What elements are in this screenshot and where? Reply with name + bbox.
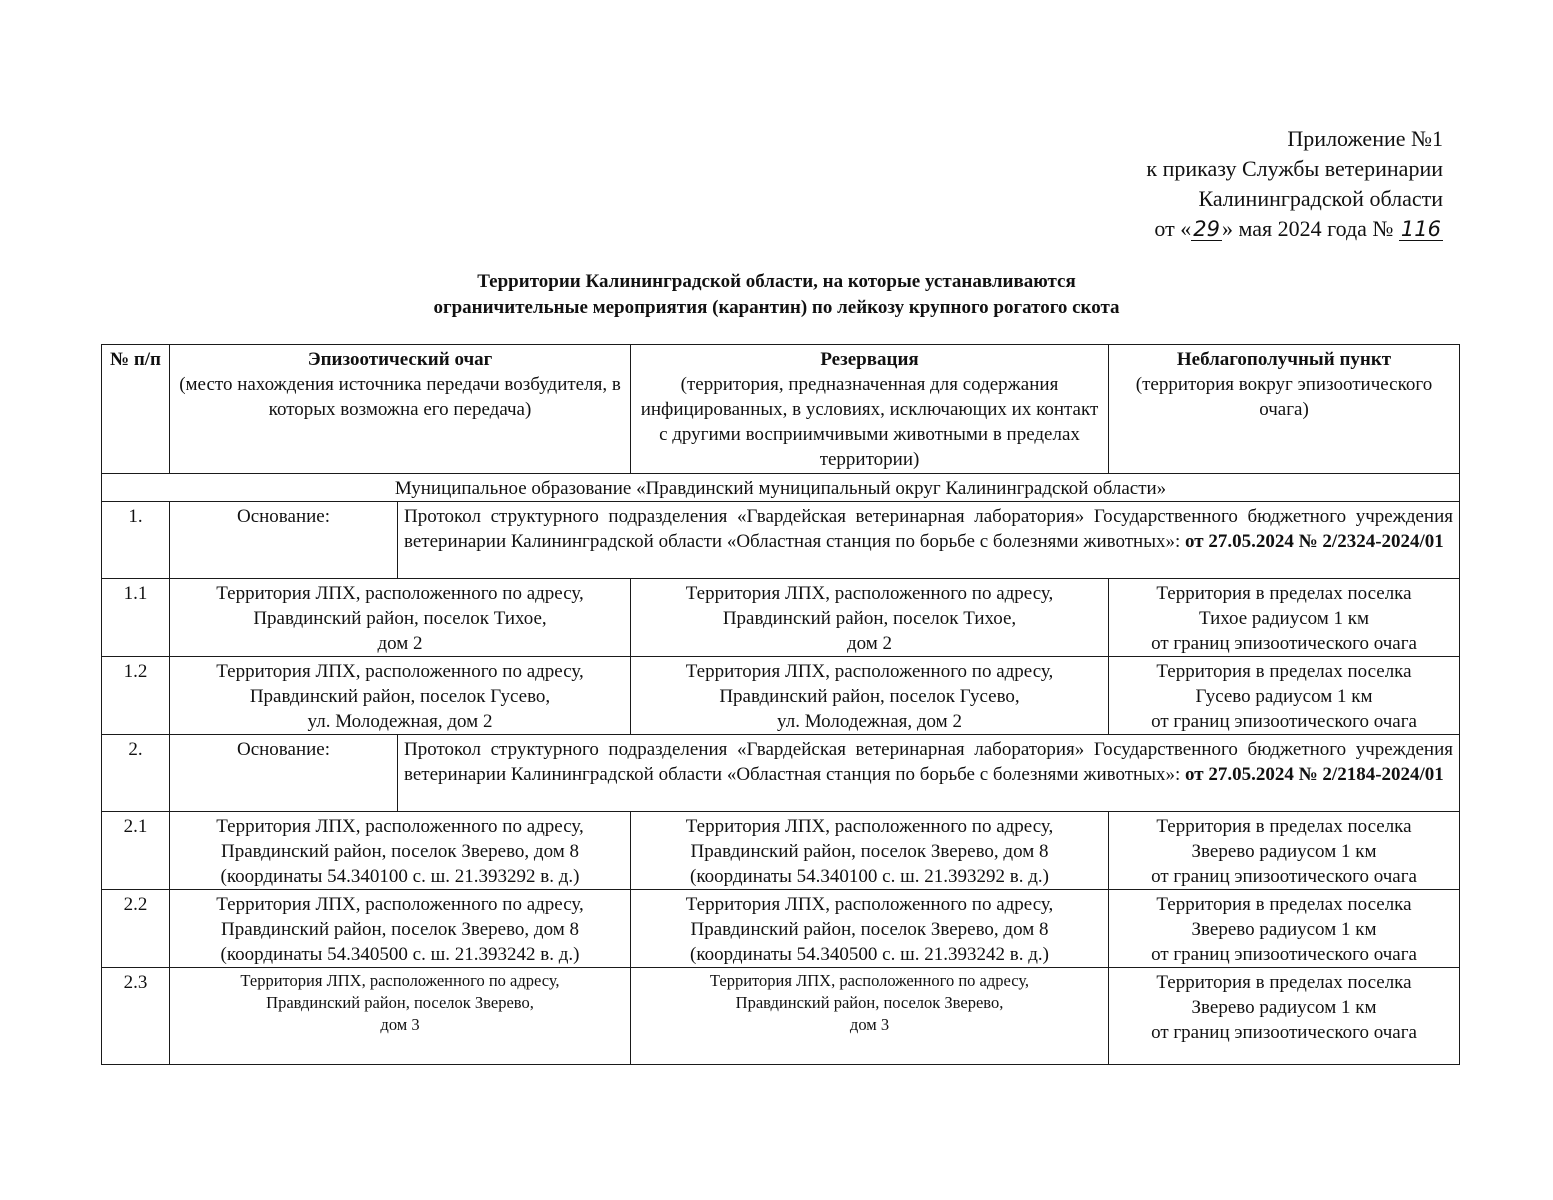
cell-focus: Территория ЛПХ, расположенного по адресу, Правдинский район, поселок Зверево, дом 8 (координаты 54.340500 с. ш. 21.393242 в. д.)	[170, 890, 631, 968]
cell-point: Территория в пределах поселка Зверево радиусом 1 км от границ эпизоотического очага	[1109, 812, 1460, 890]
table-header-row	[102, 345, 1460, 474]
table-row	[102, 812, 1460, 890]
cell-point: Территория в пределах поселка Тихое радиусом 1 км от границ эпизоотического очага	[1109, 579, 1460, 657]
document-title	[0, 269, 1553, 321]
cell-reservation: Территория ЛПХ, расположенного по адресу, Правдинский район, поселок Зверево, дом 3	[631, 968, 1109, 1065]
cell-focus: Территория ЛПХ, расположенного по адресу, Правдинский район, поселок Тихое, дом 2	[170, 579, 631, 657]
cell-reservation: Территория ЛПХ, расположенного по адресу, Правдинский район, поселок Тихое, дом 2	[631, 579, 1109, 657]
table-row	[102, 657, 1460, 735]
basis-text	[398, 735, 1460, 812]
row-num: 1.1	[102, 579, 170, 657]
appendix-line-1: Приложение №1	[1287, 126, 1443, 151]
basis-protocol-text: Протокол структурного подразделения «Гвардейская ветеринарная лаборатория» Государственного бюджетного учреждения ветеринарии Калининградской области «Областная станция по борьбе с болезнями животных»:	[404, 739, 1453, 785]
row-num: 2.1	[102, 812, 170, 890]
header-focus-title: Эпизоотический очаг	[307, 349, 493, 370]
header-reservation-title: Резервация	[820, 349, 919, 370]
group-num: 1.	[102, 502, 170, 579]
table-row	[102, 579, 1460, 657]
basis-label: Основание:	[170, 502, 398, 579]
section-row	[102, 474, 1460, 502]
table-row	[102, 968, 1460, 1065]
section-title: Муниципальное образование «Правдинский муниципальный округ Калининградской области»	[102, 474, 1460, 502]
basis-text	[398, 502, 1460, 579]
basis-protocol-ref: от 27.05.2024 № 2/2324-2024/01	[1185, 531, 1444, 552]
title-line-1: Территории Калининградской области, на которые устанавливаются	[477, 271, 1076, 292]
row-num: 2.3	[102, 968, 170, 1065]
cell-focus: Территория ЛПХ, расположенного по адресу, Правдинский район, поселок Зверево, дом 8 (координаты 54.340100 с. ш. 21.393292 в. д.)	[170, 812, 631, 890]
row-num: 1.2	[102, 657, 170, 735]
cell-reservation: Территория ЛПХ, расположенного по адресу, Правдинский район, поселок Зверево, дом 8 (координаты 54.340500 с. ш. 21.393242 в. д.)	[631, 890, 1109, 968]
appendix-line-3: Калининградской области	[1198, 186, 1443, 211]
header-point	[1109, 345, 1460, 474]
header-point-title: Неблагополучный пункт	[1176, 349, 1392, 370]
handwritten-order-number: 116	[1400, 217, 1441, 241]
table-row	[102, 890, 1460, 968]
cell-point: Территория в пределах поселка Зверево радиусом 1 км от границ эпизоотического очага	[1109, 890, 1460, 968]
header-reservation-desc: (территория, предназначенная для содержания инфицированных, в условиях, исключающих их контакт с другими восприимчивыми животными в пределах территории)	[640, 374, 1099, 470]
header-focus	[170, 345, 631, 474]
basis-protocol-text: Протокол структурного подразделения «Гвардейская ветеринарная лаборатория» Государственного бюджетного учреждения ветеринарии Калининградской области «Областная станция по борьбе с болезнями животных»:	[404, 506, 1453, 552]
appendix-line-2: к приказу Службы ветеринарии	[1146, 156, 1443, 181]
cell-reservation: Территория ЛПХ, расположенного по адресу, Правдинский район, поселок Зверево, дом 8 (координаты 54.340100 с. ш. 21.393292 в. д.)	[631, 812, 1109, 890]
header-point-desc: (территория вокруг эпизоотического очага)	[1135, 374, 1433, 420]
group-num: 2.	[102, 735, 170, 812]
header-reservation	[631, 345, 1109, 474]
cell-focus: Территория ЛПХ, расположенного по адресу, Правдинский район, поселок Гусево, ул. Молодежная, дом 2	[170, 657, 631, 735]
date-middle: » мая 2024 года №	[1221, 216, 1394, 241]
cell-point: Территория в пределах поселка Зверево радиусом 1 км от границ эпизоотического очага	[1109, 968, 1460, 1065]
appendix-header	[1146, 124, 1443, 244]
header-focus-desc: (место нахождения источника передачи возбудителя, в которых возможна его передача)	[179, 374, 621, 420]
row-num: 2.2	[102, 890, 170, 968]
basis-protocol-ref: от 27.05.2024 № 2/2184-2024/01	[1185, 764, 1444, 785]
header-num: № п/п	[102, 345, 170, 474]
title-line-2: ограничительные мероприятия (карантин) по лейкозу крупного рогатого скота	[433, 297, 1120, 318]
basis-label: Основание:	[170, 735, 398, 812]
cell-reservation: Территория ЛПХ, расположенного по адресу, Правдинский район, поселок Гусево, ул. Молодежная, дом 2	[631, 657, 1109, 735]
cell-point: Территория в пределах поселка Гусево радиусом 1 км от границ эпизоотического очага	[1109, 657, 1460, 735]
date-prefix: от «	[1154, 216, 1192, 241]
basis-row	[102, 735, 1460, 812]
appendix-date-line	[1146, 214, 1443, 244]
cell-focus: Территория ЛПХ, расположенного по адресу, Правдинский район, поселок Зверево, дом 3	[170, 968, 631, 1065]
basis-row	[102, 502, 1460, 579]
quarantine-table	[101, 344, 1460, 1065]
handwritten-day: 29	[1193, 217, 1220, 241]
